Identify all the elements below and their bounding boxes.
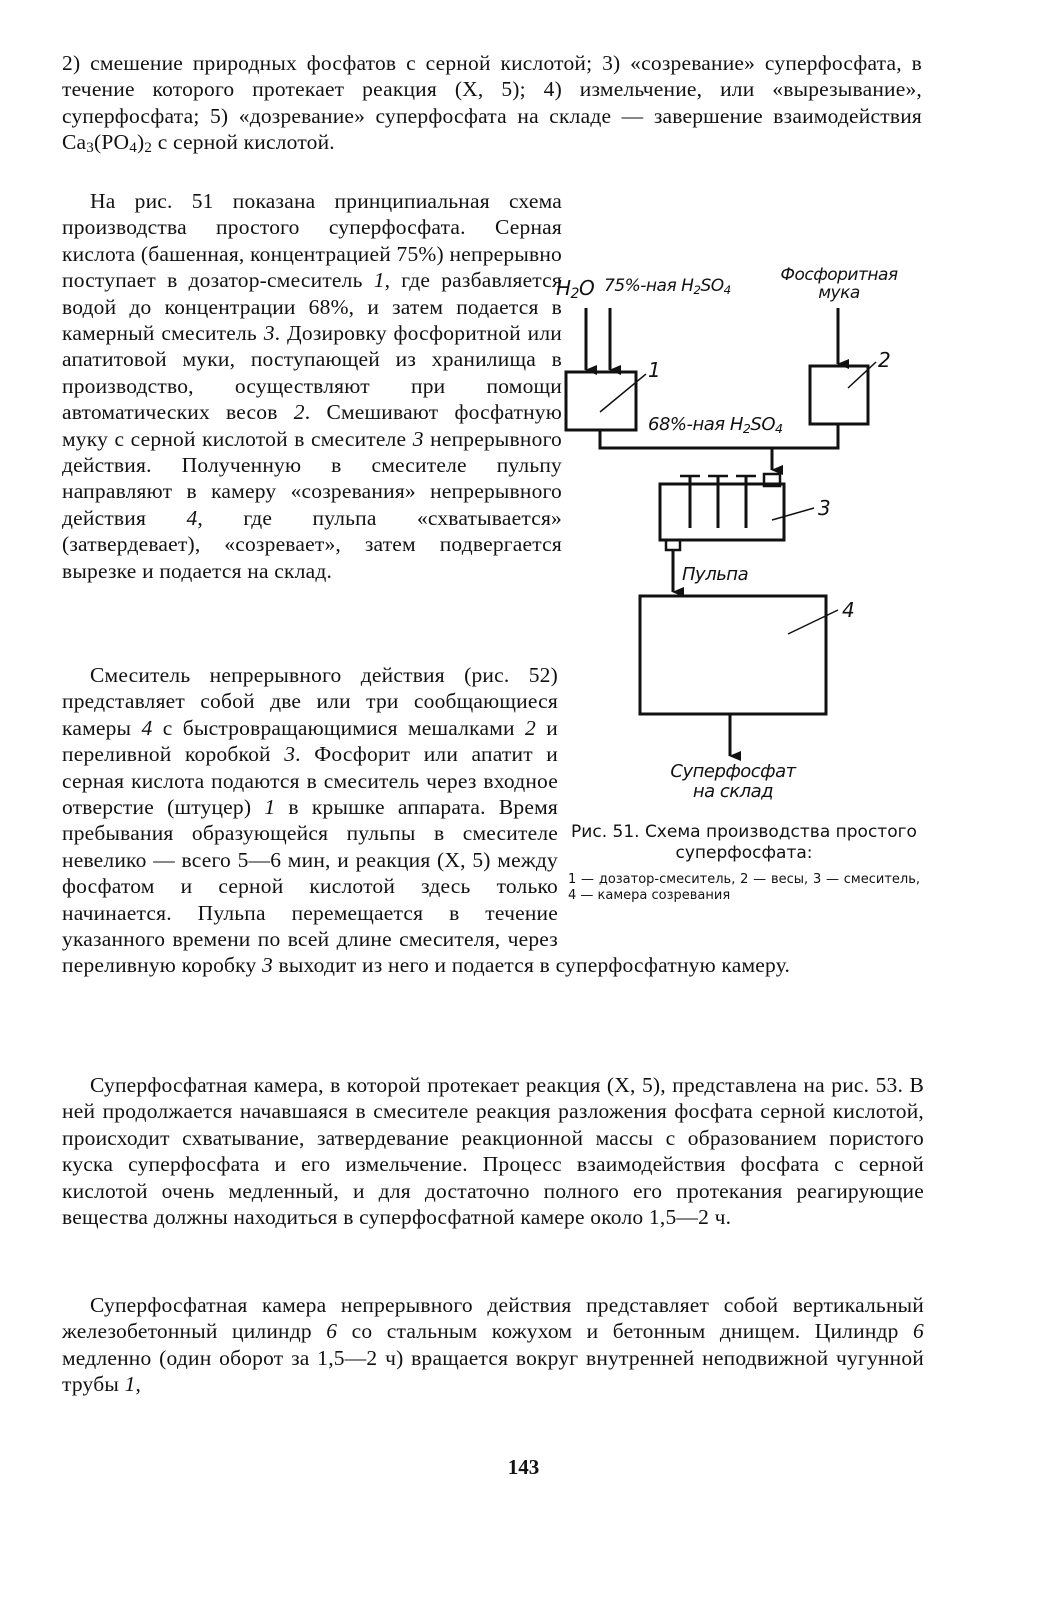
ref-number: 3 <box>284 742 296 767</box>
paragraph-text: с быстровращающимися мешалками <box>152 715 526 740</box>
dosing-mixer-box <box>566 372 636 430</box>
formula-part: ) <box>137 130 145 155</box>
ref-number: 3 <box>412 426 424 451</box>
ref-number: 1 <box>264 795 276 820</box>
paragraph-text: Смеситель непрерывного действия (рис. 52) представляет собой две или три сообщающиеся камеры <box>62 663 558 740</box>
ref-number: 1 <box>373 268 385 293</box>
ref-number: 6 <box>326 1319 338 1344</box>
paragraph-text: , <box>135 1372 142 1397</box>
acid68-label: 68%-ная $H_2SO_4$ <box>648 414 783 436</box>
phosphate-label: Фосфоритная мука <box>780 265 898 303</box>
paragraph-chamber <box>62 1072 924 1230</box>
leader-line-1 <box>600 374 646 412</box>
acid75-label: 75%-ная $H_2SO_4$ <box>604 276 731 297</box>
page-number: 143 <box>507 1455 540 1479</box>
formula-subscript: 3 <box>86 140 95 157</box>
paragraph-text: На рис. 51 показана принципиальная схема производства простого суперфосфата. Серная кислота (башенная, концентрацией 75%) непрерывно поступает в дозатор-смеситель <box>62 189 562 293</box>
paragraph-text: и переливной коробкой <box>62 715 558 767</box>
label-1: 1 <box>648 358 661 382</box>
flow-diagram-svg <box>548 262 948 822</box>
paragraph-text: 2) смешение природных фосфатов с серной кислотой; 3) «созревание» суперфосфата, в течение которого протекает реакция (X, 5); 4) измельчение, или «вырезывание», суперфосфата; 5) «дозревание» суперфосфата на складе — завершение взаимодействия Ca <box>62 51 922 155</box>
paragraph-process-steps <box>62 50 922 162</box>
leader-line-3 <box>772 508 814 520</box>
ref-number: 4 <box>186 505 198 530</box>
paragraph-text: выходит из него и подается в суперфосфатную камеру. <box>272 953 791 978</box>
pulp-label: Пульпа <box>682 564 749 585</box>
maturation-chamber-box <box>640 596 826 714</box>
paragraph-text: . Фосфорит или апатит и серная кислота подаются в смеситель через входное отверстие (штуцер) <box>62 742 558 820</box>
paragraph-text: медленно (один оборот за 1,5—2 ч) вращается вокруг внутренней неподвижной чугунной трубы <box>62 1345 924 1397</box>
label-4: 4 <box>842 598 855 622</box>
caption-title: Рис. 51. Схема производства простого суперфосфата: <box>571 822 917 863</box>
output-label: Суперфосфат на склад <box>670 761 796 802</box>
paragraph-text: . Дозировку фосфоритной или апатитовой муки, поступающей из хранилища в производство, осуществляют при помощи автоматических весов <box>62 321 562 425</box>
label-2: 2 <box>878 348 891 372</box>
leader-line-4 <box>788 610 838 634</box>
scales-box <box>810 366 868 424</box>
paragraph-text: со стальным кожухом и бетонным днищем. Цилиндр <box>337 1319 914 1344</box>
label-3: 3 <box>818 496 831 520</box>
caption-legend: 1 — дозатор-смеситель, 2 — весы, 3 — смеситель, 4 — камера созревания <box>568 872 920 903</box>
ref-number: 6 <box>913 1319 924 1344</box>
paragraph-text: Суперфосфатная камера непрерывного действия представляет собой вертикальный железобетонный цилиндр <box>62 1293 924 1344</box>
h2o-label: $H_2O$ <box>556 276 595 302</box>
ref-number: 1 <box>124 1372 136 1397</box>
paragraph-text: , где пульпа «схватывается» (затвердевает), «созревает», затем подвергается вырезке и подается на склад. <box>62 505 562 583</box>
figure-caption <box>568 822 920 904</box>
paragraph-continuous-chamber <box>62 1292 924 1398</box>
paragraph-text: , где разбавляется водой до концентрации 68%, и затем подается в камерный смеситель <box>62 268 563 346</box>
formula-subscript: 4 <box>129 140 138 157</box>
ref-number: 4 <box>141 715 153 740</box>
ref-number: 2 <box>525 715 536 740</box>
mixer-box <box>660 484 784 540</box>
ref-number: 2 <box>293 400 305 425</box>
figure-51-diagram <box>548 262 948 822</box>
formula-subscript: 2 <box>144 140 153 157</box>
ref-number: 3 <box>263 321 275 346</box>
paragraph-text: Суперфосфатная камера, в которой протекает реакция (X, 5), представлена на рис. 53. В ней продолжается начавшаяся в смесителе реакция разложения фосфата серной кислотой, происходит схватывание, затвердевание реакционной массы с образованием пористого куска суперфосфата и его измельчение. Процесс взаимодействия фосфата с серной кислотой очень медленный, и для достаточно полного его протекания реагирующие вещества должны находиться в суперфосфатной камере около 1,5—2 ч. <box>62 1073 924 1230</box>
paragraph-text: . Смешивают фосфатную муку с серной кислотой в смесителе <box>62 400 562 451</box>
ref-number: 3 <box>262 953 273 978</box>
paragraph-text: непрерывного действия. Полученную в смесителе пульпу направляют в камеру «созревания» непрерывного действия <box>62 426 563 530</box>
formula-part: (PO <box>94 130 130 155</box>
paragraph-text: с серной кислотой. <box>152 130 335 155</box>
paragraph-text: в крышке аппарата. Время пребывания образующейся пульпы в смесителе невелико — всего 5—6 мин, и реакция (X, 5) между фосфатом и серной кислотой здесь только начинается. Пульпа перемещается в течение указанного времени по всей длине смесителя, через переливную коробку <box>62 795 558 978</box>
